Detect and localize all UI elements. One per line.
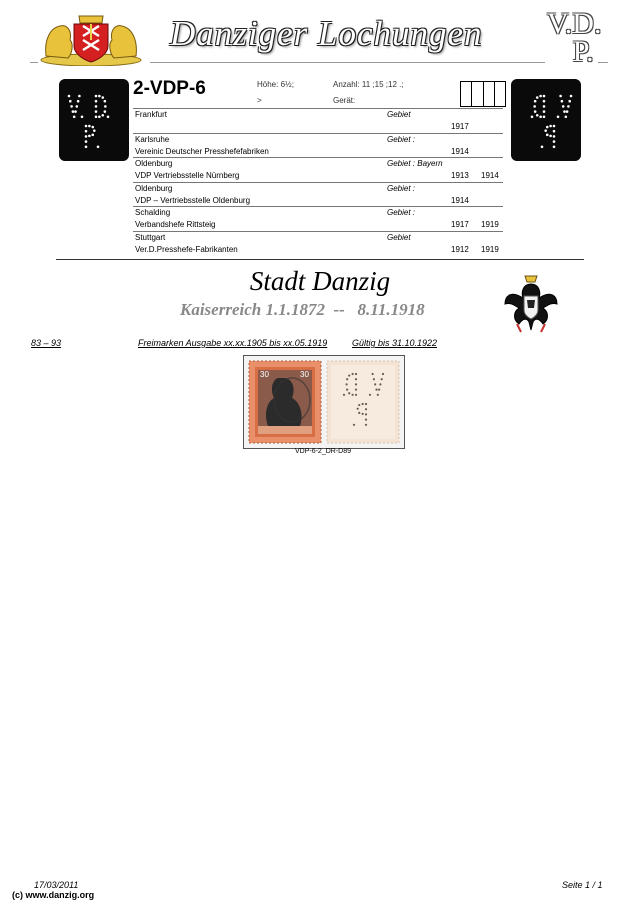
perfin-hole [369,394,371,396]
perfin-hole [68,95,71,98]
vdp-perfin-header [547,7,602,68]
footer-date: 17/03/2011 [34,880,79,890]
perfin-hole [98,116,101,119]
perfin-hole [104,100,107,103]
user-city: Oldenburg [135,159,173,168]
perfin-hole [348,392,350,394]
user-region: Gebiet : Bayern [387,159,443,168]
perfin-code: 2-VDP-6 [133,78,206,99]
user-year-from: 1913 [451,171,469,180]
issue-range: 83 – 93 [31,338,62,348]
perfin-hole [546,134,549,137]
perfin-hole [101,96,104,99]
perfin-hole [98,95,101,98]
perfin-hole [549,135,552,138]
perfin-hole [358,412,360,414]
perfin-hole [544,129,547,132]
count-label: Anzahl: 11 ;15 ;12 .; [333,80,404,89]
perfin-hole [375,389,377,391]
perfin-hole [352,373,354,375]
perfin-hole [563,110,566,113]
user-year-from: 1914 [451,146,469,156]
header-rule-left [30,62,38,63]
perfin-hole [549,125,552,128]
user-row [133,108,503,133]
user-firm: Ver.D.Presshefe-Fabrikanten [135,244,238,254]
perfin-hole [353,424,355,426]
perfin-hole [95,116,98,119]
perfin-hole [543,105,546,108]
perfin-hole [346,378,348,380]
perfin-hole [372,373,374,375]
perfin-hole [355,394,357,396]
user-city: Oldenburg [135,183,173,193]
perfin-hole [534,100,537,103]
perfin-hole [70,105,73,108]
section-title: Stadt Danzig [249,266,391,296]
perfin-hole [374,383,376,385]
perfin-hole [355,383,357,385]
user-year-from: 1917 [451,122,469,131]
perfin-hole [553,135,556,138]
perfin-hole [69,100,72,103]
perfin-hole [534,110,537,113]
perfin-hole [346,383,348,385]
user-city: Karlsruhe [135,134,170,144]
perfin-hole [566,110,569,113]
user-city: Schalding [135,208,171,217]
hole-grid-icon [460,81,506,107]
user-firm: Verbandshefe Rittsteig [135,220,216,229]
perfin-hole [553,140,556,143]
vdp-line-2: P. [572,35,594,68]
perfin-hole [72,110,75,113]
perfin-hole [77,100,80,103]
perfin-hole [85,140,88,143]
perfin-hole [378,389,380,391]
issue-validity: Gültig bis 31.10.1922 [352,338,438,348]
height-label: Höhe: 6½; [257,80,294,89]
user-year-to: 1914 [481,171,499,180]
user-row [133,231,503,256]
user-row [133,206,503,231]
perfin-hole [85,135,88,138]
perfin-hole [365,403,367,405]
perfin-hole [97,146,100,149]
user-row [133,182,503,207]
perfin-hole [553,146,556,149]
stamp-caption: VDP-6-2_DR-D89 [294,448,352,455]
section-period: Kaiserreich 1.1.1872 -- 8.11.1918 [180,300,425,319]
perfin-hole [531,116,534,119]
perfin-hole [570,95,573,98]
perfin-hole [93,129,96,132]
perfin-hole [343,394,345,396]
perfin-hole [104,105,107,108]
perfin-hole [365,408,367,410]
perfin-hole [557,116,560,119]
perfin-hole [76,105,79,108]
perfin-hole [561,100,564,103]
perfin-back-pattern [514,82,578,158]
stamp-value-left: 30 [260,370,269,379]
footer-copyright-link[interactable]: (c) www.danzig.org [12,890,95,900]
perfin-hole [95,110,98,113]
perfin-hole [536,114,539,117]
device-label: Gerät: [333,96,356,105]
perfin-hole [85,146,88,149]
perfin-hole [365,419,367,421]
user-year-to: 1919 [481,220,499,229]
perfin-hole [74,110,77,113]
perfin-hole [355,389,357,391]
perfin-hole [357,408,359,410]
perfin-hole [362,413,364,415]
perfin-hole [553,130,556,133]
perfin-hole [559,95,562,98]
bullet-marker: > [257,96,262,105]
perfin-front-pattern [62,82,126,158]
user-region: Gebiet [387,110,411,119]
perfin-hole [85,125,88,128]
footer-page-number: Seite 1 / 1 [562,880,603,890]
user-city: Stuttgart [135,232,166,242]
perfin-hole [567,105,570,108]
stamp-front-image [248,360,322,444]
user-firm: VDP – Vertriebsstelle Oldenburg [135,195,251,205]
perfin-hole [565,116,568,119]
perfin-hole [107,116,110,119]
perfin-hole [348,374,350,376]
perfin-hole [365,413,367,415]
info-bottom-rule [56,259,584,260]
user-year-from: 1914 [451,195,469,205]
stamp-back-image [326,360,400,444]
perfin-hole [379,383,381,385]
perfin-hole [101,114,104,117]
issue-description: Freimarken Ausgabe xx.xx.1905 bis xx.05.1919 [138,338,328,348]
user-year-to: 1919 [481,244,499,254]
perfin-hole [377,394,379,396]
perfin-hole [543,100,546,103]
user-region: Gebiet : [387,134,416,144]
header-rule-right [598,62,608,63]
user-region: Gebiet : [387,208,416,217]
perfin-hole [355,373,357,375]
perfin-hole [536,96,539,99]
perfin-hole [533,105,536,108]
perfin-hole [543,116,546,119]
user-firm: Vereinic Deutscher Presshefefabriken [135,146,269,156]
user-firm: VDP Vertriebsstelle Nürnberg [135,171,240,180]
imperial-eagle-icon [503,272,559,336]
perfin-hole [553,125,556,128]
stamp-value-right: 30 [300,370,309,379]
perfin-hole [73,116,76,119]
perfin-hole [91,126,94,129]
perfin-hole [568,100,571,103]
user-year-from: 1917 [451,220,469,229]
user-region: Gebiet [387,232,411,242]
perfin-hole [81,116,84,119]
perfin-hole [104,110,107,113]
perfin-hole [562,105,565,108]
header-rule [150,62,545,63]
user-region: Gebiet : [387,183,416,193]
perfin-hole [365,424,367,426]
perfin-hole [88,135,91,138]
stamp-images [243,355,405,449]
perfin-hole [543,110,546,113]
perfin-hole [541,146,544,149]
perfin-hole [546,126,549,129]
danzig-coat-of-arms-icon [38,10,144,66]
perfin-hole [95,95,98,98]
user-city: Frankfurt [135,110,168,119]
perfin-hole [358,404,360,406]
perfin-hole [346,389,348,391]
perfin-hole [95,105,98,108]
perfin-hole [362,403,364,405]
perfin-hole [91,134,94,137]
user-row [133,133,503,158]
vdp-line-1: V.D. [547,7,602,40]
user-year-from: 1912 [451,244,469,254]
page-title: Danziger Lochungen [170,14,483,53]
perfin-hole [539,95,542,98]
perfin-hole [85,130,88,133]
perfin-front-image [62,82,126,158]
perfin-hole [352,394,354,396]
perfin-hole [78,95,81,98]
user-row [133,157,503,182]
perfin-hole [539,116,542,119]
perfin-hole [95,100,98,103]
perfin-hole [88,125,91,128]
perfin-hole [373,378,375,380]
perfin-hole [355,378,357,380]
perfin-hole [381,378,383,380]
perfin-hole [543,95,546,98]
perfin-back-image [514,82,578,158]
perfin-hole [382,373,384,375]
